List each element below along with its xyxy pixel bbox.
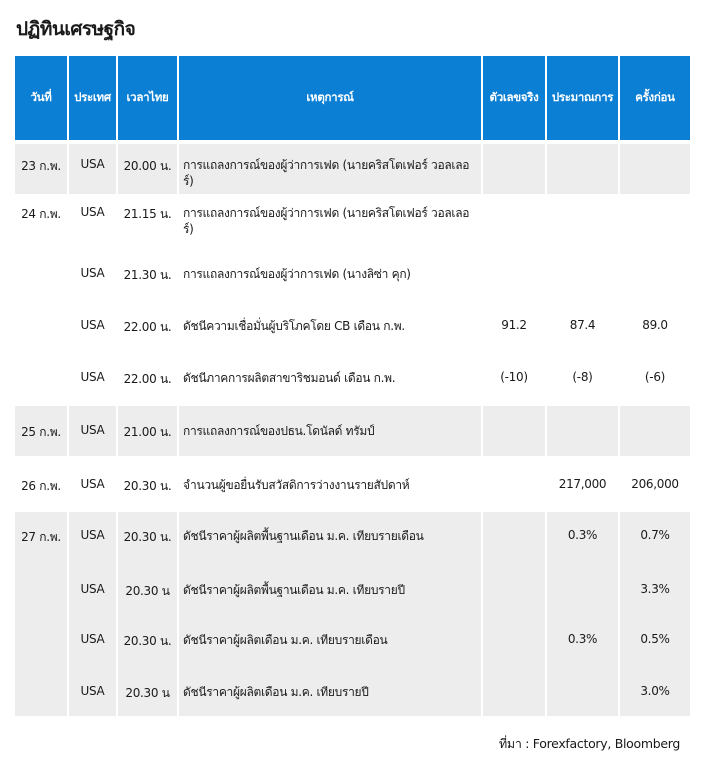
cell-event: จำนวนผู้ขอยื่นรับสวัสดิการว่างงานรายสัปดาห์ [183,478,410,492]
cell-actual [483,194,545,246]
cell-previous: 206,000 [631,477,679,491]
cell-date: 24 ก.พ. [21,207,61,221]
header-event: เหตุการณ์ [179,56,481,140]
cell-actual: 91.2 [501,318,527,332]
cell-actual [483,666,545,716]
cell-forecast [547,144,618,194]
cell-date: 27 ก.พ. [15,512,67,562]
cell-event: ดัชนีความเชื่อมั่นผู้บริโภคโดย CB เดือน ก.พ. [183,319,405,333]
cell-forecast: 217,000 [558,477,607,491]
cell-date: 26 ก.พ. [21,479,61,493]
cell-forecast: (-8) [572,370,593,384]
table-row [15,666,690,716]
cell-time: 20.30 น. [123,479,172,493]
source-note: ที่มา : Forexfactory, Bloomberg [498,736,680,751]
cell-date [15,298,67,350]
table-row [15,298,690,350]
cell-actual [483,406,545,456]
cell-actual [483,144,545,194]
cell-country: USA [69,562,116,614]
cell-country: USA [80,370,105,384]
cell-event: การแถลงการณ์ของผู้ว่าการเฟด (นายคริสโตเฟอร์ วอลเลอร์) [183,206,470,236]
cell-previous [620,194,690,246]
cell-actual [483,562,545,614]
cell-previous [620,406,690,456]
cell-country: USA [69,512,116,562]
header-country: ประเทศ [69,56,116,140]
table-row [15,246,690,298]
cell-forecast [547,666,618,716]
cell-previous: 3.3% [620,562,690,614]
cell-event: ดัชนีราคาผู้ผลิตพื้นฐานเดือน ม.ค. เทียบรายเดือน [179,512,481,562]
cell-event: ดัชนีราคาผู้ผลิตพื้นฐานเดือน ม.ค. เทียบรายปี [179,562,481,614]
cell-time: 21.15 น. [123,207,172,221]
cell-country: USA [80,266,105,280]
cell-actual: (-10) [500,370,528,384]
table-row [15,406,690,456]
page-title: ปฏิทินเศรษฐกิจ [16,18,136,40]
cell-time: 20.30 น. [118,614,177,666]
header-date: วันที่ [15,56,67,140]
cell-country: USA [80,205,105,219]
cell-actual [483,456,545,508]
cell-time: 20.30 น [118,666,177,716]
cell-actual [483,614,545,666]
cell-date [15,614,67,666]
cell-forecast [547,194,618,246]
cell-forecast [547,246,618,298]
cell-date [15,666,67,716]
cell-country: USA [80,477,105,491]
cell-event: ดัชนีราคาผู้ผลิตเดือน ม.ค. เทียบรายเดือน [179,614,481,666]
table-row [15,456,690,508]
header-forecast: ประมาณการ [547,56,618,140]
cell-country: USA [69,666,116,716]
cell-time: 21.00 น. [118,406,177,456]
cell-time: 20.00 น. [118,144,177,194]
table-body [15,140,690,716]
table-row [15,350,690,402]
cell-previous: 89.0 [642,318,668,332]
header-previous: ครั้งก่อน [620,56,690,140]
cell-date [15,246,67,298]
cell-forecast [547,406,618,456]
cell-previous: 3.0% [620,666,690,716]
cell-event: การแถลงการณ์ของผู้ว่าการเฟด (นางลิซ่า คุก) [183,267,411,281]
cell-time: 22.00 น. [123,372,172,386]
cell-forecast: 87.4 [569,318,596,332]
cell-date: 25 ก.พ. [15,406,67,456]
cell-actual [483,246,545,298]
table-row [15,144,690,194]
cell-forecast: 0.3% [547,614,618,666]
cell-forecast [547,562,618,614]
cell-time: 22.00 น. [123,320,172,334]
cell-previous: 0.7% [620,512,690,562]
table-row [15,512,690,562]
header-row [15,56,690,140]
cell-date: 23 ก.พ. [15,144,67,194]
cell-time: 20.30 น. [118,512,177,562]
cell-previous: 0.5% [620,614,690,666]
cell-country: USA [69,614,116,666]
cell-event: ดัชนีราคาผู้ผลิตเดือน ม.ค. เทียบรายปี [179,666,481,716]
cell-date [15,350,67,402]
cell-country: USA [80,318,105,332]
table-row [15,194,690,246]
header-actual: ตัวเลขจริง [483,56,545,140]
cell-previous [620,144,690,194]
cell-event: การแถลงการณ์ของผู้ว่าการเฟด (นายคริสโตเฟอร์ วอลเลอร์) [179,144,481,194]
cell-previous [620,246,690,298]
economic-calendar-table [13,56,692,716]
cell-time: 20.30 น [118,562,177,614]
table-row [15,614,690,666]
header-time: เวลาไทย [118,56,177,140]
cell-event: ดัชนีภาคการผลิตสาขาริชมอนด์ เดือน ก.พ. [183,371,396,385]
cell-date [15,562,67,614]
cell-country: USA [69,406,116,456]
cell-time: 21.30 น. [123,268,172,282]
cell-previous: (-6) [644,370,666,384]
table-row [15,562,690,614]
cell-forecast: 0.3% [547,512,618,562]
cell-event: การแถลงการณ์ของปธน.โดนัลด์ ทรัมป์ [179,406,481,456]
cell-actual [483,512,545,562]
cell-country: USA [69,144,116,194]
